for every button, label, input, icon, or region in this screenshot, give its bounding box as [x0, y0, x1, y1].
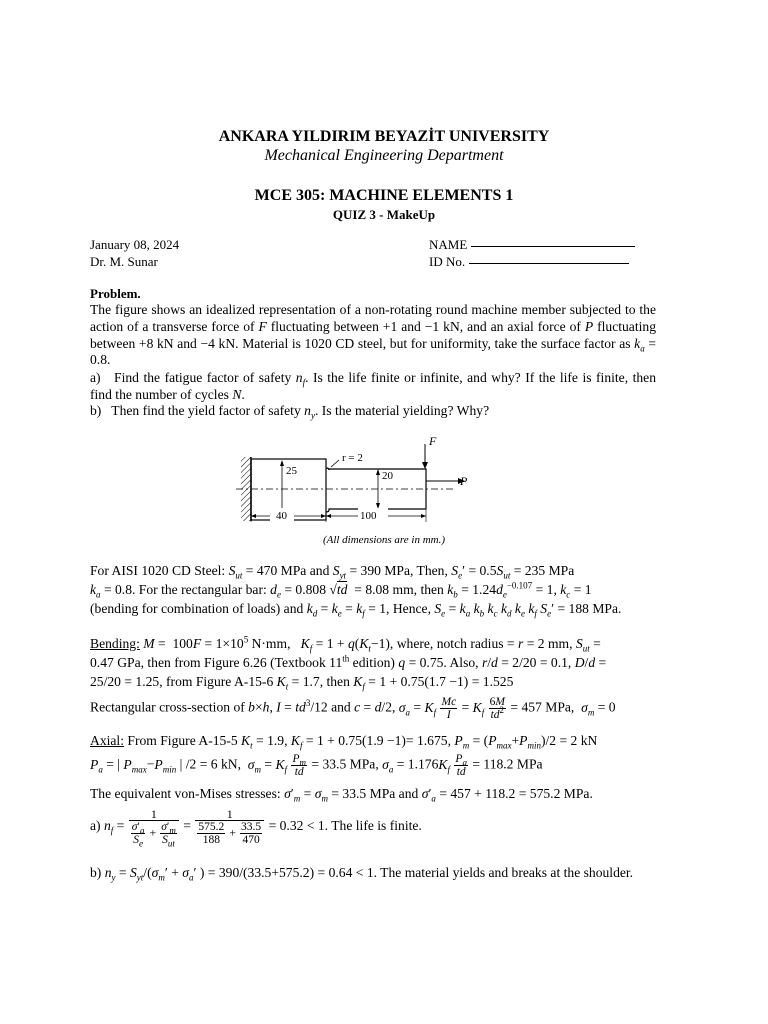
solution-line-3: (bending for combination of loads) and $k_d = k_e = k_f = 1$, Hence, $S_e = k_a$ $k_b$ $k_c$ $k_d$ $k_e$ $k_f$ $S_e' = 188$ MPa.	[90, 601, 622, 619]
label-P: P	[460, 474, 468, 488]
department-title: Mechanical Engineering Department	[264, 147, 504, 164]
transverse-force-arrow	[422, 462, 428, 469]
solution-line-9: $P_a$ = | $P_{max}-P_{min}$ | /2 = 6 kN, $\sigma_m = K_f$ $\frac{P_m}{td}$ = 33.5 MPa, $\sigma_a = 1.176K_f$ $\frac{P_a}{td}$ = 118.2 MPa	[90, 753, 543, 778]
problem-statement: The figure shows an idealized representation of a non-rotating round machine member subjected to the action of a transverse force of F fluctuating between +1 and −1 kN, and an axial force of P fluctuating between +8 kN and −4 kN. Material is 1020 CD steel, but for uniformity, take the surface factor as $k_a = 0.8$.	[90, 302, 656, 368]
solution-line-1: For AISI 1020 CD Steel: $S_{ut} = 470$ MPa and $S_{yt} = 390$ MPa, Then, $S_e' = 0.5S_{ut} = 235$ MPa	[90, 563, 575, 581]
quiz-date: January 08, 2024	[90, 237, 180, 252]
course-title: MCE 305: MACHINE ELEMENTS 1	[254, 187, 514, 204]
dim-40: 40	[276, 510, 287, 522]
figure-caption: (All dimensions are in mm.)	[322, 534, 446, 546]
solution-line-2: $k_a = 0.8$. For the rectangular bar: $d_e = 0.808$ √td = 8.08 mm, then $k_b = 1.24d_e^{-0.107} = 1$, $k_c = 1$	[90, 580, 592, 600]
solution-line-5: 0.47 GPa, then from Figure 6.26 (Textbook 11th edition) q = 0.75. Also, r/d = 2/20 = 0.1, D/d =	[90, 653, 607, 670]
solution-part-b: b) $n_y = S_{yt}/(\sigma_m' + \sigma_a'$ ) = 390/(33.5+575.2) = 0.64 < 1. The material yields and breaks at the shoulder.	[90, 865, 634, 883]
solution-line-8: Axial: From Figure A-15-5 $K_t = 1.9$, $K_f = 1 + 0.75(1.9 -1)= 1.675$, $P_m = (P_{max}+P_{min})/2 = 2$ kN	[90, 733, 598, 751]
problem-heading: Problem.	[90, 286, 141, 301]
quiz-title: QUIZ 3 - MakeUp	[332, 207, 436, 222]
dim-20: 20	[382, 470, 393, 482]
bending-label: Bending:	[90, 636, 140, 651]
id-label: ID No.	[429, 254, 466, 269]
solution-line-7: Rectangular cross-section of b×h, $I = td^3/12$ and c = d/2, $\sigma_a = K_f$ $\frac{Mc}{I}$ = $K_f$ $\frac{6M}{td^2}$ = 457 MPa, $\sigma_m = 0$	[90, 696, 616, 721]
question-b: b) Then find the yield factor of safety $n_y$. Is the material yielding? Why?	[90, 403, 490, 421]
solution-line-10: The equivalent von-Mises stresses: $\sigma'_m = \sigma_m = 33.5$ MPa and $\sigma'_a = 457 + 118.2 = 575.2$ MPa.	[90, 786, 593, 804]
name-field[interactable]	[429, 237, 635, 253]
small-section	[326, 468, 426, 512]
solution-line-4: Bending: $M = 100F = 1\times 10^5$ N·mm, $K_f = 1 + q(K_t-1)$, where, notch radius = r = 2 mm, $S_{ut}$ =	[90, 634, 601, 654]
dim-25: 25	[286, 465, 297, 477]
name-line	[471, 246, 635, 247]
id-line	[469, 263, 629, 264]
instructor-name: Dr. M. Sunar	[90, 254, 158, 269]
university-title: ANKARA YILDIRIM BEYAZİT UNIVERSITY	[218, 128, 550, 145]
solution-part-a: a) $n_f$ = 1 $\frac{\sigma'_a}{S_e}$ + $\frac{\sigma'_m}{S_{ut}}$ = 1 $\frac{575.2}{188}$ + $\frac{33.5}{470}$ = 0.32 < 1. The life is finite.	[90, 807, 422, 849]
question-a: a) Find the fatigue factor of safety $n_f$. Is the life finite or infinite, and why? If the life is finite, then find the number of cycles N.	[90, 370, 656, 402]
axial-label: Axial:	[90, 733, 124, 748]
label-r: r = 2	[342, 452, 363, 464]
id-field[interactable]	[429, 254, 629, 270]
name-label: NAME	[429, 237, 468, 252]
dim-100: 100	[360, 510, 377, 522]
label-F: F	[429, 434, 437, 448]
solution-line-6: 25/20 = 1.25, from Figure A-15-6 $K_t = 1.7$, then $K_f = 1 + 0.75(1.7 -1) = 1.525$	[90, 674, 514, 692]
